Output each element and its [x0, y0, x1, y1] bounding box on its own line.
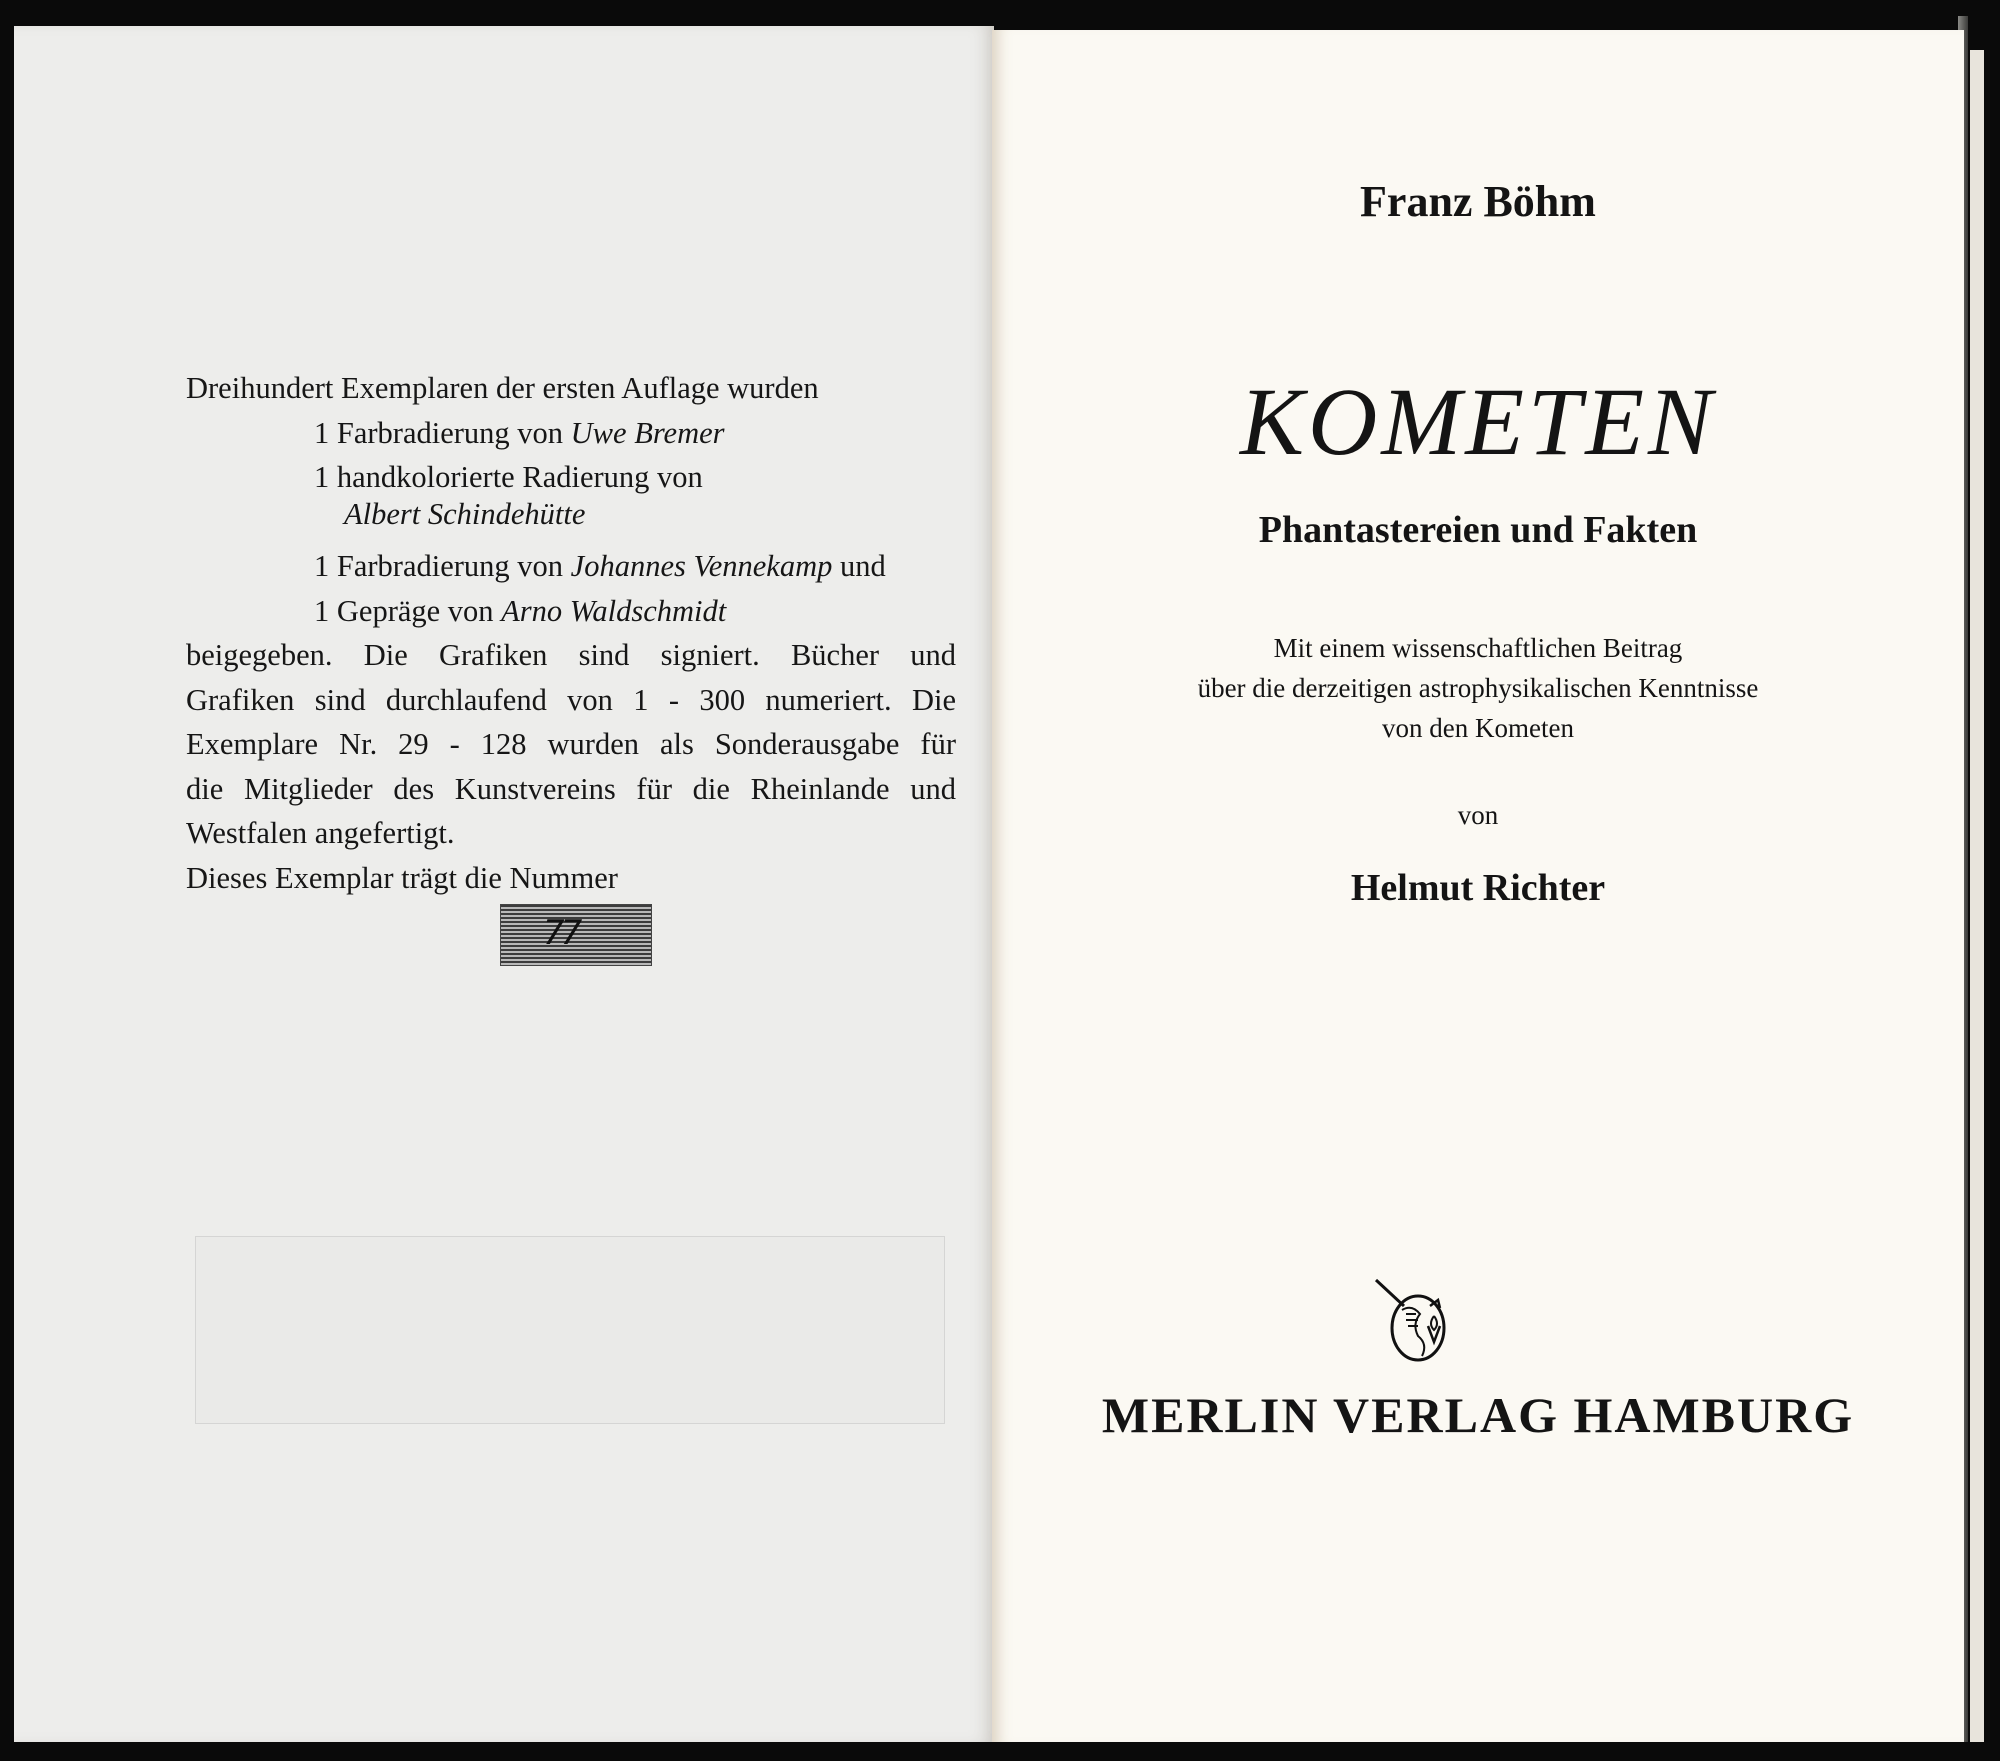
colophon-line: Westfalen angefertigt.	[186, 816, 455, 850]
author-name: Franz Böhm	[1360, 177, 1596, 226]
colophon-line: Exemplare Nr. 29 - 128 wurden als Sonderausgabe für	[186, 727, 956, 761]
colophon-line: 1 Gepräge von Arno Waldschmidt	[314, 593, 727, 628]
artist-name: Johannes Vennekamp	[570, 549, 833, 583]
book-title: KOMETEN	[1239, 368, 1717, 475]
contribution-note	[992, 628, 1964, 748]
contribution-line: von den Kometen	[1382, 713, 1574, 743]
colophon-line: beigegeben. Die Grafiken sind signiert. Bücher und	[186, 638, 956, 672]
contribution-line: über die derzeitigen astrophysikalischen Kenntnisse	[1197, 673, 1759, 703]
copy-number: 77	[543, 913, 579, 953]
artist-name: Albert Schindehütte	[344, 496, 586, 531]
bleed-through-image	[195, 1236, 945, 1424]
colophon-line: 1 Farbradierung von Johannes Vennekamp und	[314, 549, 886, 583]
colophon-line: Dreihundert Exemplaren der ersten Auflage wurden	[186, 371, 819, 405]
coauthor-name: Helmut Richter	[1350, 867, 1606, 909]
merlin-logo-icon	[1372, 1276, 1462, 1366]
contribution-line: Mit einem wissenschaftlichen Beitrag	[1273, 633, 1683, 663]
colophon-line: die Mitglieder des Kunstvereins für die Rheinlande und	[186, 771, 956, 806]
colophon-line: Dieses Exemplar trägt die Nummer	[186, 860, 618, 895]
by-label: von	[1457, 800, 1499, 830]
colophon-line: 1 handkolorierte Radierung von	[314, 460, 703, 494]
book-subtitle: Phantastereien und Fakten	[1258, 509, 1698, 551]
colophon-line: 1 Farbradierung von Uwe Bremer	[314, 415, 725, 450]
publisher-name: MERLIN VERLAG HAMBURG	[1101, 1387, 1855, 1443]
copy-number-box	[500, 904, 652, 966]
colophon-line	[186, 492, 956, 537]
artist-name: Arno Waldschmidt	[501, 593, 727, 628]
colophon-line: Grafiken sind durchlaufend von 1 - 300 numeriert. Die	[186, 682, 956, 717]
colophon	[186, 366, 956, 900]
artist-name: Uwe Bremer	[570, 415, 725, 450]
page-stack-edge	[1970, 50, 1984, 1742]
